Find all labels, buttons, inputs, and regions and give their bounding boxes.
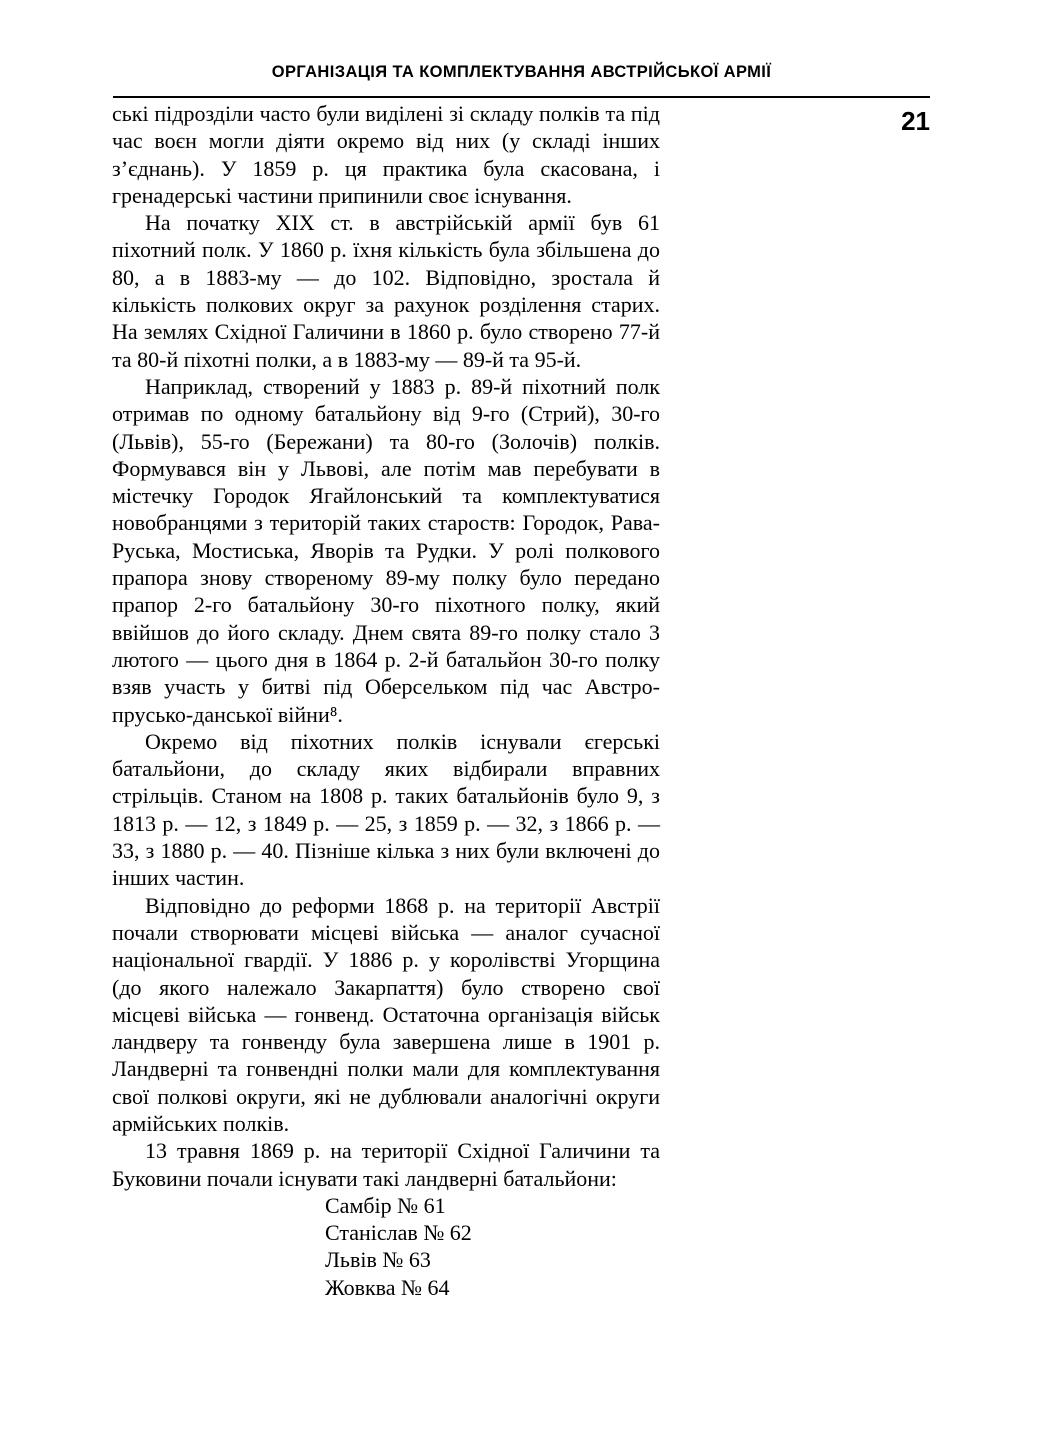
body-paragraph: Відповідно до реформи 1868 р. на території Австрії почали створювати місцеві війська — аналог сучасної національної гвардії. У 1886 р. у королівстві Угорщина (до якого належало Закарпаття) було створено свої місцеві війська — гонвенд. Остаточна організація військ ландверу та гонвенду була завершена лише в 1901 р. Ландверні та гонвендні полки мали для комплектування свої полкові округи, які не дублювали аналогічні округи армійських полків.	[112, 892, 660, 1136]
body-paragraph: На початку XIX ст. в австрійській армії був 61 піхотний полк. У 1860 р. їхня кількість була збільшена до 80, а в 1883-му — до 102. Відповідно, зростала й кількість полкових округ за рахунок розділення старих. На землях Східної Галичини в 1860 р. було створено 77-й та 80-й піхотні полки, а в 1883-му — 89-й та 95-й.	[112, 210, 660, 372]
body-text-column	[112, 100, 660, 1301]
battalion-list-item: Станіслав № 62	[325, 1220, 472, 1246]
running-head: ОРГАНІЗАЦІЯ ТА КОМПЛЕКТУВАННЯ АВСТРІЙСЬКОЇ АРМІЇ	[113, 62, 930, 98]
battalion-list-item: Львів № 63	[325, 1247, 431, 1273]
body-paragraph: Окремо від піхотних полків існували єгерські батальйони, до складу яких відбирали вправних стрільців. Станом на 1808 р. таких батальйонів було 9, з 1813 р. — 12, з 1849 р. — 25, з 1859 р. — 32, з 1866 р. — 33, з 1880 р. — 40. Пізніше кілька з них були включені до інших частин.	[112, 728, 660, 891]
battalion-list	[325, 1192, 660, 1301]
page-number: 21	[901, 106, 930, 136]
body-paragraph: 13 травня 1869 р. на території Східної Галичини та Буковини почали існувати такі ландверні батальйони:	[112, 1138, 660, 1191]
battalion-list-item: Жовква № 64	[325, 1274, 450, 1300]
body-paragraph: ські підрозділи часто були виділені зі складу полків та під час воєн могли діяти окремо від них (у складі інших з’єднань). У 1859 р. ця практика була скасована, і гренадерські частини припинили своє існування.	[112, 101, 660, 208]
battalion-list-item: Самбір № 61	[325, 1192, 446, 1218]
body-paragraph: Наприклад, створений у 1883 р. 89-й піхотний полк отримав по одному батальйону від 9-го (Стрий), 30-го (Львів), 55-го (Бережани) та 80-го (Золочів) полків. Формувався він у Львові, але потім мав перебувати в містечку Городок Ягайлонський та комплектуватися новобранцями з територій таких староств: Городок, Рава-Руська, Мостиська, Яворів та Рудки. У ролі полкового прапора знову створеному 89-му полку було передано прапор 2-го батальйону 30-го піхотного полку, який ввійшов до його складу. Днем свята 89-го полку стало 3 лютого — цього дня в 1864 р. 2-й батальйон 30-го полку взяв участь у битві під Оберсельком під час Австро-прусько-данської війни⁸.	[112, 373, 660, 727]
